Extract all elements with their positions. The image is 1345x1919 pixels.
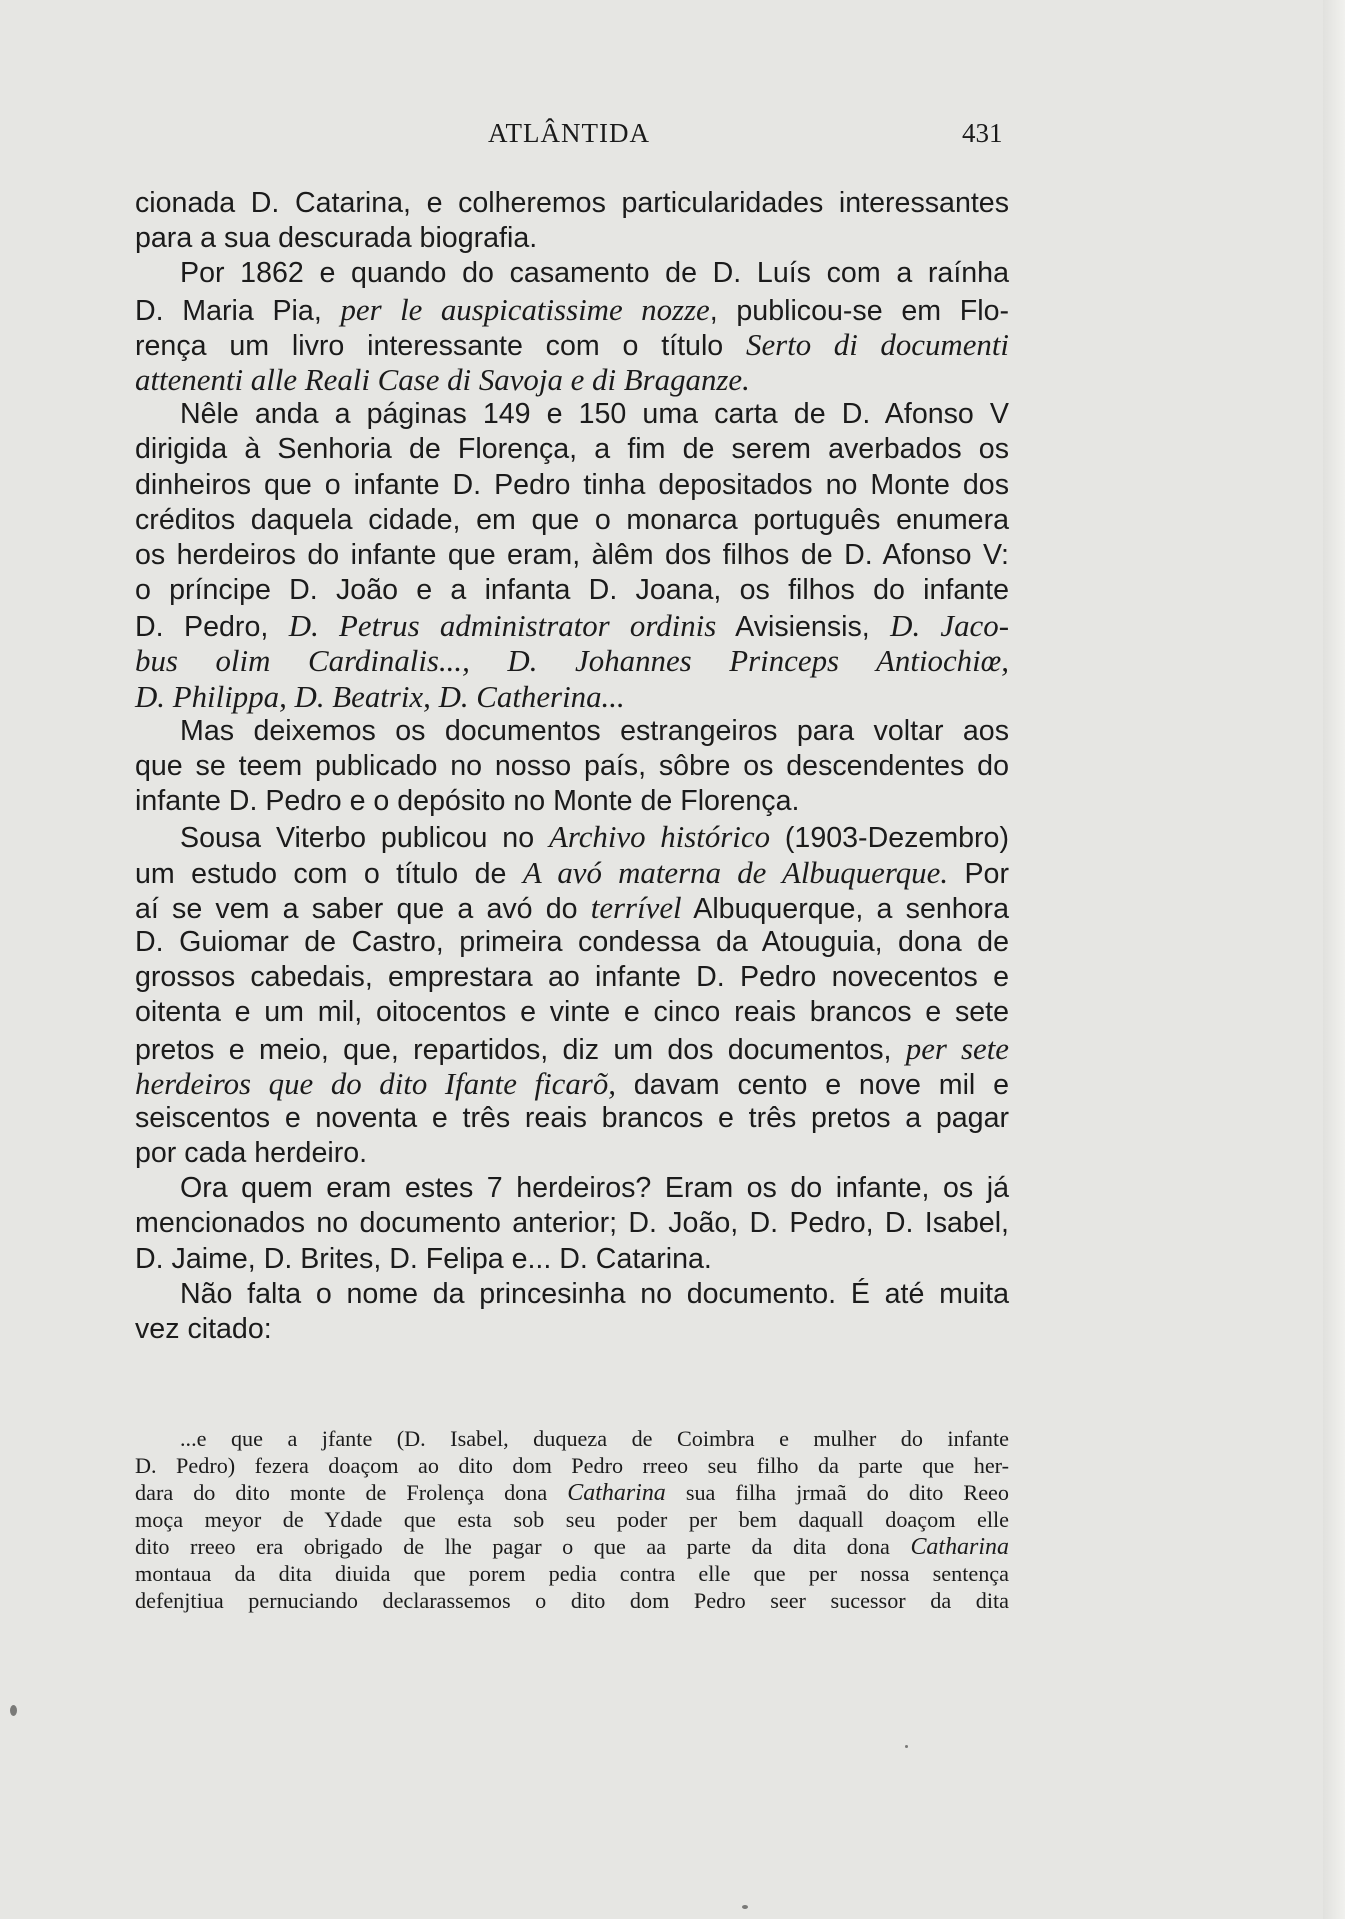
text-run: Nêle anda a páginas 149 e 150 uma carta de D. Afonso V [180, 398, 1009, 431]
text-run: Por 1862 e quando do casamento de D. Luís com a raínha [180, 257, 1009, 290]
text-line [135, 186, 1009, 221]
page-edge-shadow [1323, 0, 1345, 1919]
italic-run: Catharina [910, 1534, 1009, 1560]
text-line [135, 1066, 1009, 1101]
text-run: , publicou-se em Flo- [709, 294, 1009, 327]
body-text [135, 186, 1009, 1347]
text-run: Por [948, 857, 1009, 890]
text-run: montaua da dita diuida que porem pedia contra elle que per nossa sentença [135, 1561, 1009, 1586]
text-line [135, 1206, 1009, 1241]
italic-run: bus olim Cardinalis..., D. Johannes Princeps Antiochiœ, [135, 643, 1009, 679]
italic-run: attenenti alle Reali Case di Savoja e di Braganze. [135, 361, 750, 397]
text-run: para a sua descurada biografia. [135, 222, 538, 255]
running-head: ATLÂNTIDA [488, 118, 650, 148]
text-line [135, 1277, 1009, 1312]
text-line [135, 960, 1009, 995]
text-line [135, 819, 1009, 854]
text-line [135, 1312, 1009, 1347]
text-line [135, 995, 1009, 1030]
text-run: davam cento e nove mil e [615, 1068, 1009, 1101]
text-line [135, 573, 1009, 608]
text-line [135, 256, 1009, 291]
text-run: seiscentos e noventa e três reais brancos e três pretos a pagar [135, 1101, 1009, 1134]
text-run: D. Jaime, D. Brites, D. Felipa e... D. Catarina. [135, 1242, 712, 1275]
text-run: moça meyor de Ydade que esta sob seu poder per bem daquall doaçom elle [135, 1507, 1009, 1532]
text-line [135, 362, 1009, 397]
text-line [135, 890, 1009, 925]
text-line [135, 432, 1009, 467]
text-line [135, 1136, 1009, 1171]
text-run: créditos daquela cidade, em que o monarca português enumera [135, 503, 1009, 536]
text-run: vez citado: [135, 1313, 272, 1345]
text-run: os herdeiros do infante que eram, àlêm dos filhos de D. Afonso V: [135, 538, 1009, 571]
text-run: cionada D. Catarina, e colheremos particularidades interessantes [135, 187, 1009, 219]
italic-run: herdeiros que do dito Ifante ficarõ, [135, 1065, 616, 1101]
text-run: um estudo com o título de [135, 857, 523, 890]
text-run: D. Pedro) fezera doaçom ao dito dom Pedro rreeo seu filho da parte que her- [135, 1453, 1009, 1478]
quote-line [135, 1587, 1009, 1614]
text-run: por cada herdeiro. [135, 1137, 368, 1170]
text-line [135, 327, 1009, 362]
text-line [135, 1031, 1009, 1066]
text-run: (1903-Dezembro) [770, 822, 1009, 855]
text-run: pretos e meio, que, repartidos, diz um dos documentos, [135, 1033, 906, 1066]
italic-run: D. Jaco- [890, 608, 1009, 644]
text-run: dinheiros que o infante D. Pedro tinha depositados no Monte dos [135, 468, 1009, 501]
text-run: dara do dito monte de Frolença dona [135, 1480, 568, 1505]
text-line [135, 503, 1009, 538]
italic-run: D. Petrus administrator ordinis [288, 608, 717, 644]
text-run: que se teem publicado no nosso país, sôbre os descendentes do [135, 750, 1009, 782]
text-run: D. Maria Pia, [135, 294, 341, 327]
text-run: rença um livro interessante com o título [135, 329, 747, 362]
text-run: Albuquerque, a senhora [681, 892, 1009, 925]
block-quote [135, 1425, 1009, 1614]
italic-run: D. Philippa, D. Beatrix, D. Catherina... [135, 678, 625, 714]
text-line [135, 1101, 1009, 1136]
text-line [135, 643, 1009, 678]
text-line [135, 749, 1009, 784]
text-line [135, 784, 1009, 819]
page-number: 431 [962, 118, 1003, 148]
scan-speck [742, 1905, 748, 1909]
text-run: mencionados no documento anterior; D. João, D. Pedro, D. Isabel, [135, 1207, 1009, 1240]
text-run: sua filha jrmaã do dito Reeo [665, 1480, 1009, 1505]
text-run: ...e que a jfante (D. Isabel, duqueza de Coimbra e mulher do infante [180, 1426, 1009, 1451]
text-run: oitenta e um mil, oitocentos e vinte e cinco reais brancos e sete [135, 996, 1009, 1029]
text-run: Avisiensis, [716, 611, 891, 644]
italic-run: Catharina [567, 1480, 666, 1506]
text-run: o príncipe D. João e a infanta D. Joana, os filhos do infante [135, 574, 1009, 607]
text-line [135, 714, 1009, 749]
page-header [0, 118, 1345, 152]
text-run: dirigida à Senhoria de Florença, a fim de serem averbados os [135, 433, 1009, 466]
italic-run: terrível [590, 889, 682, 925]
text-run: dito rreeo era obrigado de lhe pagar o que aa parte da dita dona [135, 1534, 911, 1559]
text-line [135, 679, 1009, 714]
italic-run: Serto di documenti [746, 326, 1009, 362]
quote-line [135, 1479, 1009, 1506]
text-run: infante D. Pedro e o depósito no Monte de Florença. [135, 785, 800, 818]
text-line [135, 1171, 1009, 1206]
text-run: aí se vem a saber que a avó do [135, 892, 591, 925]
text-line [135, 608, 1009, 643]
quote-line [135, 1533, 1009, 1560]
scan-speck [905, 1745, 908, 1748]
quote-line [135, 1425, 1009, 1452]
italic-run: per sete [905, 1030, 1009, 1066]
text-line [135, 221, 1009, 256]
quote-line [135, 1560, 1009, 1587]
quote-line [135, 1452, 1009, 1479]
text-run: grossos cabedais, emprestara ao infante D. Pedro novecentos e [135, 961, 1009, 994]
text-line [135, 925, 1009, 960]
italic-run: Archivo histórico [549, 819, 771, 855]
text-run: D. Pedro, [135, 611, 289, 644]
quote-line [135, 1506, 1009, 1533]
text-line [135, 1242, 1009, 1277]
scan-speck [10, 1705, 17, 1716]
text-line [135, 397, 1009, 432]
text-run: Ora quem eram estes 7 herdeiros? Eram os do infante, os já [180, 1172, 1009, 1205]
text-run: Sousa Viterbo publicou no [180, 822, 549, 855]
italic-run: A avó materna de Albuquerque. [522, 854, 949, 890]
text-line [135, 855, 1009, 890]
text-run: Mas deixemos os documentos estrangeiros para voltar aos [180, 714, 1009, 747]
text-run: defenjtiua pernuciando declarassemos o dito dom Pedro seer sucessor da dita [135, 1588, 1009, 1613]
text-line [135, 468, 1009, 503]
text-run: D. Guiomar de Castro, primeira condessa da Atouguia, dona de [135, 925, 1009, 958]
text-line [135, 292, 1009, 327]
text-run: Não falta o nome da princesinha no documento. É até muita [180, 1277, 1009, 1310]
italic-run: per le auspicatissime nozze [340, 291, 710, 327]
text-line [135, 538, 1009, 573]
